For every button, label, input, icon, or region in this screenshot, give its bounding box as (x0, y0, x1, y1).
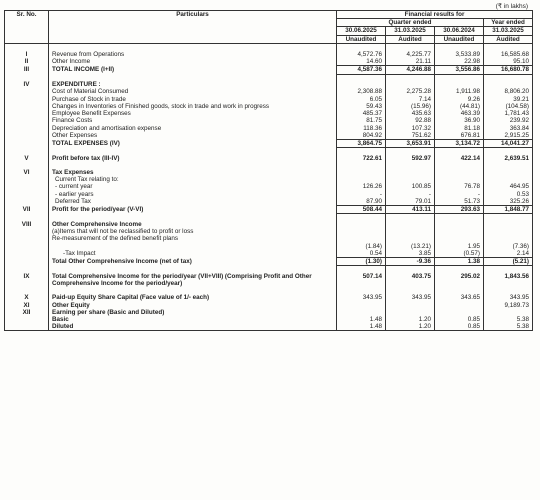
row-label: Profit for the period/year (V-VI) (49, 206, 337, 214)
row-value: 81.75 (337, 117, 386, 124)
row-value (337, 309, 386, 316)
row-value: 9.26 (435, 96, 484, 103)
row-value: 51.73 (435, 198, 484, 206)
row-label: Revenue from Operations (49, 51, 337, 58)
table-row (5, 323, 533, 331)
row-value: 3,556.86 (435, 66, 484, 74)
row-sr-no (5, 250, 49, 258)
row-sr-no (5, 43, 49, 51)
sr-no-header: Sr. No. (5, 11, 49, 44)
row-value (337, 235, 386, 242)
row-value: 59.43 (337, 103, 386, 110)
row-value (435, 169, 484, 176)
table-row (5, 266, 533, 273)
row-value (435, 214, 484, 221)
row-value (386, 221, 435, 228)
row-value: 107.32 (386, 125, 435, 132)
row-value: 14,041.27 (484, 140, 533, 148)
table-body (5, 43, 533, 331)
row-sr-no (5, 214, 49, 221)
row-sr-no: XI (5, 302, 49, 309)
row-value (337, 214, 386, 221)
row-value: 1.38 (435, 258, 484, 266)
audit-status-header: Unaudited (435, 35, 484, 43)
row-value: 79.01 (386, 198, 435, 206)
table-row (5, 58, 533, 66)
row-value (484, 148, 533, 155)
row-value (386, 309, 435, 316)
financial-results-header: Financial results for (337, 11, 533, 19)
row-label: (a)Items that will not be reclassified to profit or loss (49, 228, 337, 235)
row-value: 3,653.91 (386, 140, 435, 148)
table-row (5, 117, 533, 124)
row-label: - earlier years (49, 191, 337, 198)
row-value (484, 309, 533, 316)
row-value: 118.36 (337, 125, 386, 132)
row-value: - (435, 191, 484, 198)
row-value (386, 176, 435, 183)
row-value (435, 266, 484, 273)
row-value (435, 309, 484, 316)
row-sr-no: I (5, 51, 49, 58)
table-row (5, 287, 533, 294)
row-value: 435.63 (386, 110, 435, 117)
row-sr-no: VI (5, 169, 49, 176)
row-sr-no: VIII (5, 221, 49, 228)
row-value (435, 176, 484, 183)
row-label: Earning per share (Basic and Diluted) (49, 309, 337, 316)
row-sr-no (5, 110, 49, 117)
row-value: 722.61 (337, 155, 386, 162)
row-sr-no (5, 243, 49, 250)
row-value: 16,585.68 (484, 51, 533, 58)
unit-label: (₹ in lakhs) (495, 3, 528, 10)
row-sr-no (5, 323, 49, 331)
row-value: 804.92 (337, 132, 386, 140)
row-value: 508.44 (337, 206, 386, 214)
table-row (5, 81, 533, 88)
row-value (484, 74, 533, 81)
row-value (386, 302, 435, 309)
row-sr-no (5, 117, 49, 124)
row-value: 3,864.75 (337, 140, 386, 148)
row-value: 5.38 (484, 316, 533, 323)
table-row (5, 132, 533, 140)
row-value (386, 169, 435, 176)
row-value: 0.85 (435, 323, 484, 331)
row-value: 4,587.36 (337, 66, 386, 74)
row-value (386, 214, 435, 221)
financial-results-table (4, 10, 533, 331)
row-sr-no (5, 183, 49, 190)
row-value (484, 266, 533, 273)
row-value: 3,533.89 (435, 51, 484, 58)
row-label: Finance Costs (49, 117, 337, 124)
row-label (49, 266, 337, 273)
row-value: 239.92 (484, 117, 533, 124)
row-value: 3,134.72 (435, 140, 484, 148)
row-value: 87.90 (337, 198, 386, 206)
row-value: (13.21) (386, 243, 435, 250)
row-value (435, 81, 484, 88)
row-value (337, 221, 386, 228)
row-value (484, 228, 533, 235)
row-value (484, 221, 533, 228)
table-row (5, 140, 533, 148)
table-row (5, 309, 533, 316)
row-label: Current Tax relating to: (49, 176, 337, 183)
row-value (484, 169, 533, 176)
row-label: Purchase of Stock in trade (49, 96, 337, 103)
row-sr-no (5, 235, 49, 242)
row-value: (1.30) (337, 258, 386, 266)
row-value: - (337, 191, 386, 198)
table-row (5, 96, 533, 103)
row-value: 403.75 (386, 273, 435, 287)
row-value: -9.36 (386, 258, 435, 266)
row-sr-no (5, 162, 49, 169)
row-sr-no (5, 103, 49, 110)
row-label: Employee Benefit Expenses (49, 110, 337, 117)
table-row (5, 51, 533, 58)
row-value (337, 81, 386, 88)
row-value: (104.58) (484, 103, 533, 110)
row-value: 21.11 (386, 58, 435, 66)
row-value (435, 235, 484, 242)
row-label: Depreciation and amortisation expense (49, 125, 337, 132)
row-value: 5.38 (484, 323, 533, 331)
row-value: 1,848.77 (484, 206, 533, 214)
row-value (484, 287, 533, 294)
row-label: - current year (49, 183, 337, 190)
row-value: 1.48 (337, 316, 386, 323)
row-value (435, 148, 484, 155)
row-value (337, 266, 386, 273)
table-row (5, 183, 533, 190)
date-header: 30.06.2024 (435, 27, 484, 35)
row-value (337, 74, 386, 81)
row-value: 325.26 (484, 198, 533, 206)
table-row (5, 214, 533, 221)
row-value (337, 228, 386, 235)
row-label (49, 162, 337, 169)
table-row (5, 198, 533, 206)
row-value (337, 287, 386, 294)
table-row (5, 228, 533, 235)
row-label: Tax Expenses (49, 169, 337, 176)
row-value: 8,806.20 (484, 88, 533, 95)
row-value: 0.53 (484, 191, 533, 198)
row-value: 1.48 (337, 323, 386, 331)
row-sr-no (5, 148, 49, 155)
row-value: 95.10 (484, 58, 533, 66)
row-sr-no (5, 266, 49, 273)
audit-status-header: Unaudited (337, 35, 386, 43)
row-value: 751.62 (386, 132, 435, 140)
row-value: 0.54 (337, 250, 386, 258)
row-value: 1,781.43 (484, 110, 533, 117)
row-value: 363.84 (484, 125, 533, 132)
row-value (435, 43, 484, 51)
row-value: 36.90 (435, 117, 484, 124)
row-value: (5.21) (484, 258, 533, 266)
row-value: 343.95 (386, 294, 435, 301)
row-value (337, 148, 386, 155)
row-label: Other Equity (49, 302, 337, 309)
row-sr-no: XII (5, 309, 49, 316)
row-value (386, 228, 435, 235)
row-value: 592.97 (386, 155, 435, 162)
table-row (5, 103, 533, 110)
row-label: Other Income (49, 58, 337, 66)
row-value: 293.63 (435, 206, 484, 214)
row-value: 1,911.98 (435, 88, 484, 95)
row-sr-no (5, 140, 49, 148)
row-sr-no (5, 228, 49, 235)
row-value: 7.14 (386, 96, 435, 103)
row-label (49, 148, 337, 155)
date-header: 30.06.2025 (337, 27, 386, 35)
row-label: TOTAL EXPENSES (IV) (49, 140, 337, 148)
row-value: 1.20 (386, 316, 435, 323)
table-row (5, 221, 533, 228)
row-value (435, 302, 484, 309)
table-row (5, 155, 533, 162)
row-label (49, 287, 337, 294)
row-value: 14.60 (337, 58, 386, 66)
table-row (5, 294, 533, 301)
row-value: 92.88 (386, 117, 435, 124)
date-header: 31.03.2025 (386, 27, 435, 35)
row-label (49, 243, 337, 250)
row-value (386, 81, 435, 88)
row-sr-no (5, 125, 49, 132)
row-sr-no: III (5, 66, 49, 74)
row-label (49, 74, 337, 81)
row-value (386, 235, 435, 242)
row-value: - (386, 191, 435, 198)
row-value (435, 228, 484, 235)
row-value (484, 214, 533, 221)
row-label: Profit before tax (III-IV) (49, 155, 337, 162)
row-value: 81.18 (435, 125, 484, 132)
row-value: 100.85 (386, 183, 435, 190)
row-label: Total Other Comprehensive Income (net of tax) (49, 258, 337, 266)
row-sr-no (5, 316, 49, 323)
table-row (5, 191, 533, 198)
row-value (435, 162, 484, 169)
row-value: 507.14 (337, 273, 386, 287)
table-row (5, 74, 533, 81)
row-sr-no (5, 198, 49, 206)
row-value (386, 74, 435, 81)
row-label: Re-measurement of the defined benefit plans (49, 235, 337, 242)
table-row (5, 43, 533, 51)
row-value: 2.14 (484, 250, 533, 258)
row-sr-no: X (5, 294, 49, 301)
row-value: 76.78 (435, 183, 484, 190)
year-ended-header: Year ended (484, 19, 533, 27)
row-sr-no (5, 176, 49, 183)
row-label: Diluted (49, 323, 337, 331)
row-label: EXPENDITURE : (49, 81, 337, 88)
row-value (484, 235, 533, 242)
row-value: 2,639.51 (484, 155, 533, 162)
row-value: 22.98 (435, 58, 484, 66)
row-label: Changes in Inventories of Finished goods, stock in trade and work in progress (49, 103, 337, 110)
row-value: 126.26 (337, 183, 386, 190)
row-sr-no: IX (5, 273, 49, 287)
row-label: -Tax Impact (49, 250, 337, 258)
table-row (5, 250, 533, 258)
table-row (5, 148, 533, 155)
row-value: 464.95 (484, 183, 533, 190)
row-label: Paid-up Equity Share Capital (Face value of 1/- each) (49, 294, 337, 301)
row-value (386, 266, 435, 273)
row-sr-no (5, 258, 49, 266)
row-label: Other Expenses (49, 132, 337, 140)
row-value: 6.05 (337, 96, 386, 103)
row-value: 4,572.76 (337, 51, 386, 58)
row-value (386, 148, 435, 155)
row-label: Total Comprehensive Income for the period/year (VII+VIII) (Comprising Profit and Other Comprehensive Income for the period/year) (49, 273, 337, 287)
row-value: 422.14 (435, 155, 484, 162)
table-row (5, 88, 533, 95)
row-value: 4,246.88 (386, 66, 435, 74)
row-label: Cost of Material Consumed (49, 88, 337, 95)
date-header: 31.03.2025 (484, 27, 533, 35)
row-value: 4,225.77 (386, 51, 435, 58)
row-value: 676.81 (435, 132, 484, 140)
row-value (386, 43, 435, 51)
row-value: 1,843.56 (484, 273, 533, 287)
row-value: 1.95 (435, 243, 484, 250)
row-value: 485.37 (337, 110, 386, 117)
row-label: TOTAL INCOME (I+II) (49, 66, 337, 74)
table-row (5, 273, 533, 287)
row-sr-no (5, 88, 49, 95)
row-sr-no: VII (5, 206, 49, 214)
row-value: 343.95 (484, 294, 533, 301)
row-value (484, 176, 533, 183)
row-value (435, 74, 484, 81)
row-value (386, 287, 435, 294)
quarter-ended-header: Quarter ended (337, 19, 484, 27)
row-label: Other Comprehensive Income (49, 221, 337, 228)
particulars-header: Particulars (49, 11, 337, 44)
row-value: 16,680.78 (484, 66, 533, 74)
row-value: 1.20 (386, 323, 435, 331)
table-row (5, 235, 533, 242)
row-value: (15.96) (386, 103, 435, 110)
row-value (484, 162, 533, 169)
row-value: 0.85 (435, 316, 484, 323)
row-value: (0.57) (435, 250, 484, 258)
row-value: 295.02 (435, 273, 484, 287)
row-value: (44.81) (435, 103, 484, 110)
row-value: 3.85 (386, 250, 435, 258)
row-sr-no: V (5, 155, 49, 162)
audit-status-header: Audited (386, 35, 435, 43)
table-row (5, 302, 533, 309)
row-sr-no (5, 191, 49, 198)
audit-status-header: Audited (484, 35, 533, 43)
row-sr-no (5, 96, 49, 103)
table-row (5, 125, 533, 132)
row-value: 463.39 (435, 110, 484, 117)
row-value: 413.11 (386, 206, 435, 214)
row-value: 2,915.25 (484, 132, 533, 140)
row-value: 2,275.28 (386, 88, 435, 95)
table-row (5, 162, 533, 169)
table-row (5, 258, 533, 266)
row-value (337, 169, 386, 176)
table-row (5, 176, 533, 183)
row-value (337, 302, 386, 309)
row-value (386, 162, 435, 169)
row-value (337, 162, 386, 169)
table-row (5, 243, 533, 250)
row-sr-no: IV (5, 81, 49, 88)
row-sr-no: II (5, 58, 49, 66)
table-row (5, 169, 533, 176)
row-sr-no (5, 287, 49, 294)
table-row (5, 316, 533, 323)
row-label: Basic (49, 316, 337, 323)
row-value: 343.65 (435, 294, 484, 301)
row-sr-no (5, 74, 49, 81)
table-row (5, 110, 533, 117)
row-sr-no (5, 132, 49, 140)
row-value (337, 176, 386, 183)
row-value (484, 43, 533, 51)
row-value (484, 81, 533, 88)
row-value (435, 221, 484, 228)
row-value: 9,189.73 (484, 302, 533, 309)
row-value: 39.21 (484, 96, 533, 103)
table-row (5, 66, 533, 74)
row-label (49, 214, 337, 221)
row-value (435, 287, 484, 294)
table-row (5, 206, 533, 214)
row-label: Deferred Tax (49, 198, 337, 206)
row-value: 343.95 (337, 294, 386, 301)
row-value (337, 43, 386, 51)
row-value: (7.36) (484, 243, 533, 250)
row-value: 2,308.88 (337, 88, 386, 95)
row-label (49, 43, 337, 51)
row-value: (1.84) (337, 243, 386, 250)
